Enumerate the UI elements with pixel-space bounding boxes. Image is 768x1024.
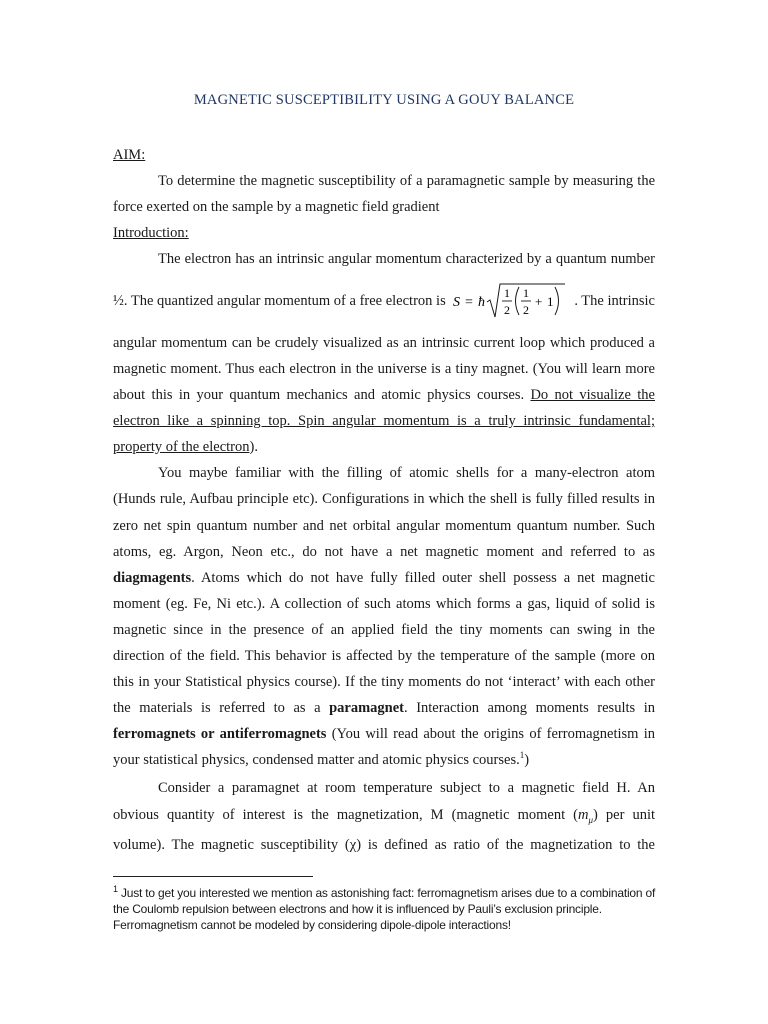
line-2-text: obvious quantity of interest is the magnetization, M (magnetic moment (	[113, 807, 578, 823]
eq-plus: +	[535, 294, 543, 309]
term-paramagnet: paramagnet	[329, 700, 405, 716]
intro-paragraph-2-line-9: this in your Statistical physics course). If the tiny moments do not ‘interact’ with each other	[113, 674, 655, 690]
intro-paragraph-2-line-2: (Hunds rule, Aufbau principle etc). Configurations in which the shell is fully filled results in	[113, 491, 655, 507]
intro-paragraph-3-line-2	[113, 806, 655, 829]
term-ferromagnets: ferromagnets or antiferromagnets	[113, 726, 327, 742]
intro-paragraph-2-line-4: atoms, eg. Argon, Neon etc., do not have a net magnetic moment and referred to as	[113, 544, 655, 560]
eq-equals: =	[465, 295, 473, 310]
footnote-text-1: Just to get you interested we mention as astonishing fact: ferromagnetism arises due to a combination of	[117, 886, 656, 900]
line-10-text: the materials is referred to as a	[113, 700, 321, 716]
equation-graphic	[453, 281, 567, 321]
footnote-reference: 1	[519, 750, 525, 761]
intro-paragraph-1-line-2	[113, 279, 655, 323]
footnote-line-2: the Coulomb repulsion between electrons and how it is influenced by Pauli’s exclusion principle.	[113, 902, 602, 916]
intro-paragraph-1-line-4: magnetic moment. Thus each electron in the universe is a tiny magnet. (You will learn more	[113, 361, 655, 377]
eq-one: 1	[547, 294, 554, 309]
intro-paragraph-2-line-11	[113, 725, 655, 743]
eq-left-paren	[516, 287, 520, 315]
intro-paragraph-2-line-6: moment (eg. Fe, Ni etc.). A collection of such atoms which forms a gas, liquid of solid is	[113, 596, 655, 612]
intro-paragraph-2-line-8: direction of the field. This behavior is affected by the temperature of the sample (more on	[113, 648, 655, 664]
line-3-tail: ) is defined as ratio of the magnetization to the	[356, 837, 655, 853]
intro-paragraph-2-line-5	[113, 569, 655, 587]
aim-line-2: force exerted on the sample by a magnetic field gradient	[113, 199, 440, 215]
intro-paragraph-3-line-3	[113, 836, 655, 854]
line-5-text: about this in your quantum mechanics and atomic physics courses.	[113, 387, 525, 403]
spin-angular-momentum-equation	[453, 281, 567, 321]
line-12-text: your statistical physics, condensed matter and atomic physics courses.	[113, 752, 520, 768]
underlined-warning-start: Do not visualize the	[530, 387, 655, 403]
intro-paragraph-1-line-6: electron like a spinning top. Spin angular momentum is a truly intrinsic fundamental;	[113, 413, 655, 429]
page-title: MAGNETIC SUSCEPTIBILITY USING A GOUY BALANCE	[193, 92, 575, 108]
footnote-line-1	[113, 885, 673, 901]
symbol-m: m	[578, 807, 589, 823]
intro-paragraph-3-line-1: Consider a paramagnet at room temperature subject to a magnetic field H. An	[158, 780, 655, 796]
intro-paragraph-1-line-7	[113, 438, 655, 456]
introduction-heading: Introduction:	[113, 225, 189, 241]
symbol-mu-subscript: μ	[588, 814, 594, 825]
line-11-rest: (You will read about the origins of ferromagnetism in	[326, 726, 655, 742]
footnote-marker: 1	[113, 884, 118, 894]
underlined-warning-end: property of the electron	[113, 439, 250, 455]
footnote-line-3: Ferromagnetism cannot be modeled by considering dipole-dipole interactions!	[113, 918, 511, 932]
symbol-chi: χ	[349, 837, 357, 853]
eq-inner-numerator: 1	[523, 286, 530, 300]
eq-hbar: ħ	[478, 295, 486, 310]
aim-heading: AIM:	[113, 147, 146, 163]
line-12-tail: )	[524, 752, 530, 768]
footnote-separator	[113, 876, 313, 877]
intro-paragraph-2-line-12	[113, 751, 655, 769]
intro-paragraph-2-line-7: magnetic since in the presence of an applied field the tiny moments can swing in the	[113, 622, 655, 638]
intro-paragraph-2-line-10	[113, 699, 655, 717]
intro-paragraph-2-line-1: You maybe familiar with the filling of atomic shells for a many-electron atom	[158, 465, 655, 481]
intro-paragraph-1-line-5	[113, 386, 655, 404]
eq-outer-denominator: 2	[504, 303, 511, 317]
eq-right-paren	[555, 287, 559, 315]
eq-symbol-s: S	[453, 295, 461, 310]
intro-paragraph-1-line-1: The electron has an intrinsic angular momentum characterized by a quantum number	[158, 251, 655, 267]
intro-paragraph-2-line-3: zero net spin quantum number and net orbital angular momentum quantum number. Such	[113, 518, 655, 534]
eq-outer-numerator: 1	[504, 286, 511, 300]
equation-lead-text: ½. The quantized angular momentum of a free electron is	[113, 293, 446, 309]
eq-inner-denominator: 2	[523, 303, 530, 317]
line-2-tail: ) per unit	[593, 807, 656, 823]
line-7-tail: ).	[249, 439, 258, 455]
line-5-rest: . Atoms which do not have fully filled outer shell possess a net magnetic	[191, 570, 655, 586]
term-diamagnets: diagmagents	[113, 570, 192, 586]
line-3-text: volume). The magnetic susceptibility (	[113, 837, 350, 853]
equation-trail-text: . The intrinsic	[574, 293, 655, 309]
line-10-rest: . Interaction among moments results in	[404, 700, 655, 716]
aim-line-1: To determine the magnetic susceptibility of a paramagnetic sample by measuring the	[158, 173, 655, 189]
intro-paragraph-1-line-3: angular momentum can be crudely visualized as an intrinsic current loop which produced a	[113, 335, 655, 351]
